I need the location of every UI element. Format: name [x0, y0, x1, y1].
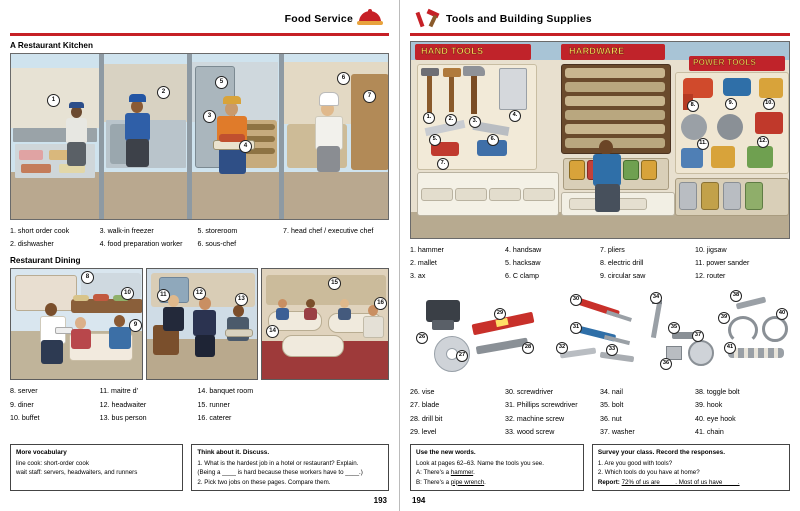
- word-item: 9. circular saw: [600, 272, 646, 281]
- callout-30: 30: [570, 294, 582, 306]
- callout-28: 28: [522, 342, 534, 354]
- callout-37: 37: [692, 330, 704, 342]
- word-item: 14. banquet room: [197, 387, 254, 396]
- callout-4: 4.: [509, 110, 521, 122]
- right-page-header: [410, 6, 790, 32]
- kitchen-word-list: [10, 225, 389, 252]
- more-vocabulary-title: More vocabulary: [16, 448, 67, 456]
- callout-16: 16: [374, 297, 387, 310]
- tools-word-list-top: [410, 244, 790, 284]
- word-item: 15. runner: [197, 400, 230, 409]
- word-item: 5. hacksaw: [505, 258, 541, 267]
- callout-7: 7: [363, 90, 376, 103]
- dining-word-list: [10, 385, 389, 425]
- word-item: 40. eye hook: [695, 414, 736, 423]
- word-item: 2. dishwasher: [10, 239, 54, 248]
- dialog-line-a: A: There's a hammer.: [416, 469, 475, 477]
- callout-4: 4: [239, 140, 252, 153]
- food-dome-icon: [357, 9, 383, 29]
- callout-40: 40: [776, 308, 788, 320]
- callout-12: 12.: [757, 136, 769, 148]
- survey-report: [598, 478, 784, 487]
- page-title: Tools and Building Supplies: [446, 13, 592, 25]
- callout-14: 14: [266, 325, 279, 338]
- think-about-it-item: 2. Pick two jobs on these pages. Compare them.: [197, 478, 331, 486]
- word-item: 8. electric drill: [600, 258, 644, 267]
- word-item: 28. drill bit: [410, 414, 443, 423]
- hammer-wrench-icon: [416, 9, 442, 29]
- kitchen-illustration: [10, 53, 389, 220]
- callout-6: 6: [337, 72, 350, 85]
- banner-power-tools: POWER TOOLS: [693, 57, 757, 67]
- callout-32: 32: [556, 342, 568, 354]
- word-item: 13. bus person: [99, 414, 147, 423]
- left-page-header: [10, 6, 389, 32]
- word-item: 31. Phillips screwdriver: [505, 401, 578, 410]
- callout-34: 34: [650, 292, 662, 304]
- callout-10: 10: [121, 287, 134, 300]
- word-item: 7. head chef / executive chef: [283, 226, 374, 235]
- callout-11: 11.: [697, 138, 709, 150]
- word-item: 33. wood screw: [505, 428, 555, 437]
- callout-36: 36: [660, 358, 672, 370]
- underlined-word: pipe wrench: [450, 478, 485, 486]
- callout-8: 8: [81, 271, 94, 284]
- callout-31: 31: [570, 322, 582, 334]
- store-clerk: [587, 138, 627, 212]
- word-item: 1. short order cook: [10, 226, 70, 235]
- word-item: 6. sous-chef: [197, 239, 237, 248]
- callout-41: 41: [724, 342, 736, 354]
- callout-27: 27: [456, 350, 468, 362]
- word-item: 3. ax: [410, 272, 426, 281]
- loose-tools-illustration: [410, 286, 790, 386]
- callout-3: 3: [203, 110, 216, 123]
- think-about-it-box: [191, 444, 389, 492]
- use-the-new-words-title: Use the new words.: [416, 448, 476, 456]
- callout-5: 5.: [429, 134, 441, 146]
- word-item: 39. hook: [695, 401, 723, 410]
- callout-39: 39: [718, 312, 730, 324]
- word-item: 37. washer: [600, 428, 635, 437]
- word-item: 26. vise: [410, 387, 435, 396]
- dining-panel-server: [10, 268, 143, 380]
- callout-2: 2: [157, 86, 170, 99]
- word-item: 10. jigsaw: [695, 245, 727, 254]
- callout-9: 9.: [725, 98, 737, 110]
- callout-1: 1.: [423, 112, 435, 124]
- page-title: Food Service: [284, 13, 353, 25]
- word-item: 8. server: [10, 387, 38, 396]
- right-bottom-boxes: [410, 444, 790, 492]
- callout-33: 33: [606, 344, 618, 356]
- callout-9: 9: [129, 319, 142, 332]
- tools-word-list-bottom: [410, 386, 790, 440]
- word-item: 4. food preparation worker: [99, 239, 183, 248]
- page-number-left: 193: [373, 496, 387, 505]
- left-bottom-boxes: [10, 444, 389, 492]
- word-item: 11. maitre d': [99, 387, 138, 396]
- report-label: Report:: [597, 478, 620, 486]
- callout-12: 12: [193, 287, 206, 300]
- use-the-new-words-intro: Look at pages 62–63. Name the tools you see.: [416, 460, 544, 468]
- think-about-it-item: 1. What is the hardest job in a hotel or restaurant? Explain.: [197, 460, 359, 468]
- word-item: 10. buffet: [10, 414, 40, 423]
- word-item: 36. nut: [600, 414, 622, 423]
- callout-6: 6.: [487, 134, 499, 146]
- word-item: 4. handsaw: [505, 245, 542, 254]
- word-item: 16. caterer: [197, 414, 232, 423]
- think-about-it-title: Think about it. Discuss.: [197, 448, 270, 456]
- word-item: 34. nail: [600, 387, 623, 396]
- right-page: [400, 0, 800, 511]
- word-item: 6. C clamp: [505, 272, 539, 281]
- section-title-kitchen: A Restaurant Kitchen: [10, 40, 93, 50]
- word-item: 9. diner: [10, 400, 34, 409]
- header-rule: [410, 33, 790, 36]
- word-item: 41. chain: [695, 428, 724, 437]
- dining-illustrations: [10, 268, 389, 380]
- word-item: 30. screwdriver: [505, 387, 554, 396]
- callout-11: 11: [157, 289, 170, 302]
- callout-5: 5: [215, 76, 228, 89]
- use-the-new-words-box: [410, 444, 584, 492]
- word-item: 2. mallet: [410, 258, 437, 267]
- dialog-line-b: B: There's a pipe wrench.: [416, 478, 486, 486]
- callout-2: 2.: [445, 114, 457, 126]
- more-vocabulary-box: [10, 444, 183, 492]
- header-rule: [10, 33, 389, 36]
- word-item: 3. walk-in freezer: [99, 226, 154, 235]
- callout-10: 10.: [763, 98, 775, 110]
- word-item: 12. headwaiter: [99, 400, 147, 409]
- section-title-dining: Restaurant Dining: [10, 256, 81, 266]
- hardware-store-illustration: [410, 41, 790, 239]
- more-vocabulary-line: line cook: short-order cook: [16, 460, 89, 468]
- more-vocabulary-line: wait staff: servers, headwaiters, and runners: [16, 469, 138, 477]
- word-item: 35. bolt: [600, 401, 624, 410]
- word-item: 11. power sander: [695, 258, 750, 267]
- word-item: 5. storeroom: [197, 226, 238, 235]
- callout-29: 29: [494, 308, 506, 320]
- callout-1: 1: [47, 94, 60, 107]
- callout-38: 38: [730, 290, 742, 302]
- callout-3: 3.: [469, 116, 481, 128]
- callout-15: 15: [328, 277, 341, 290]
- word-item: 29. level: [410, 428, 437, 437]
- survey-box: [592, 444, 790, 492]
- word-item: 12. router: [695, 272, 726, 281]
- callout-7: 7.: [437, 158, 449, 170]
- survey-item: 2. Which tools do you have at home?: [597, 469, 700, 477]
- think-about-it-item: (Being a ____ is hard because these workers have to ____.): [197, 469, 363, 477]
- word-item: 32. machine screw: [505, 414, 565, 423]
- page-number-right: 194: [412, 496, 426, 505]
- underlined-word: hammer: [450, 469, 474, 477]
- word-item: 1. hammer: [410, 245, 444, 254]
- callout-26: 26: [416, 332, 428, 344]
- word-item: 38. toggle bolt: [695, 387, 740, 396]
- survey-title: Survey your class. Record the responses.: [597, 448, 726, 456]
- banner-hand-tools: HAND TOOLS: [421, 45, 484, 56]
- callout-13: 13: [235, 293, 248, 306]
- callout-8: 8.: [687, 100, 699, 112]
- dining-panel-banquet: [261, 268, 389, 380]
- banner-hardware: HARDWARE: [569, 45, 625, 56]
- dining-panel-maitre-d: [146, 268, 258, 380]
- survey-item: 1. Are you good with tools?: [597, 460, 673, 468]
- word-item: 27. blade: [410, 401, 440, 410]
- callout-35: 35: [668, 322, 680, 334]
- report-text: 72% of us are ____. Most of us have ____.: [621, 478, 740, 486]
- word-item: 7. pliers: [600, 245, 625, 254]
